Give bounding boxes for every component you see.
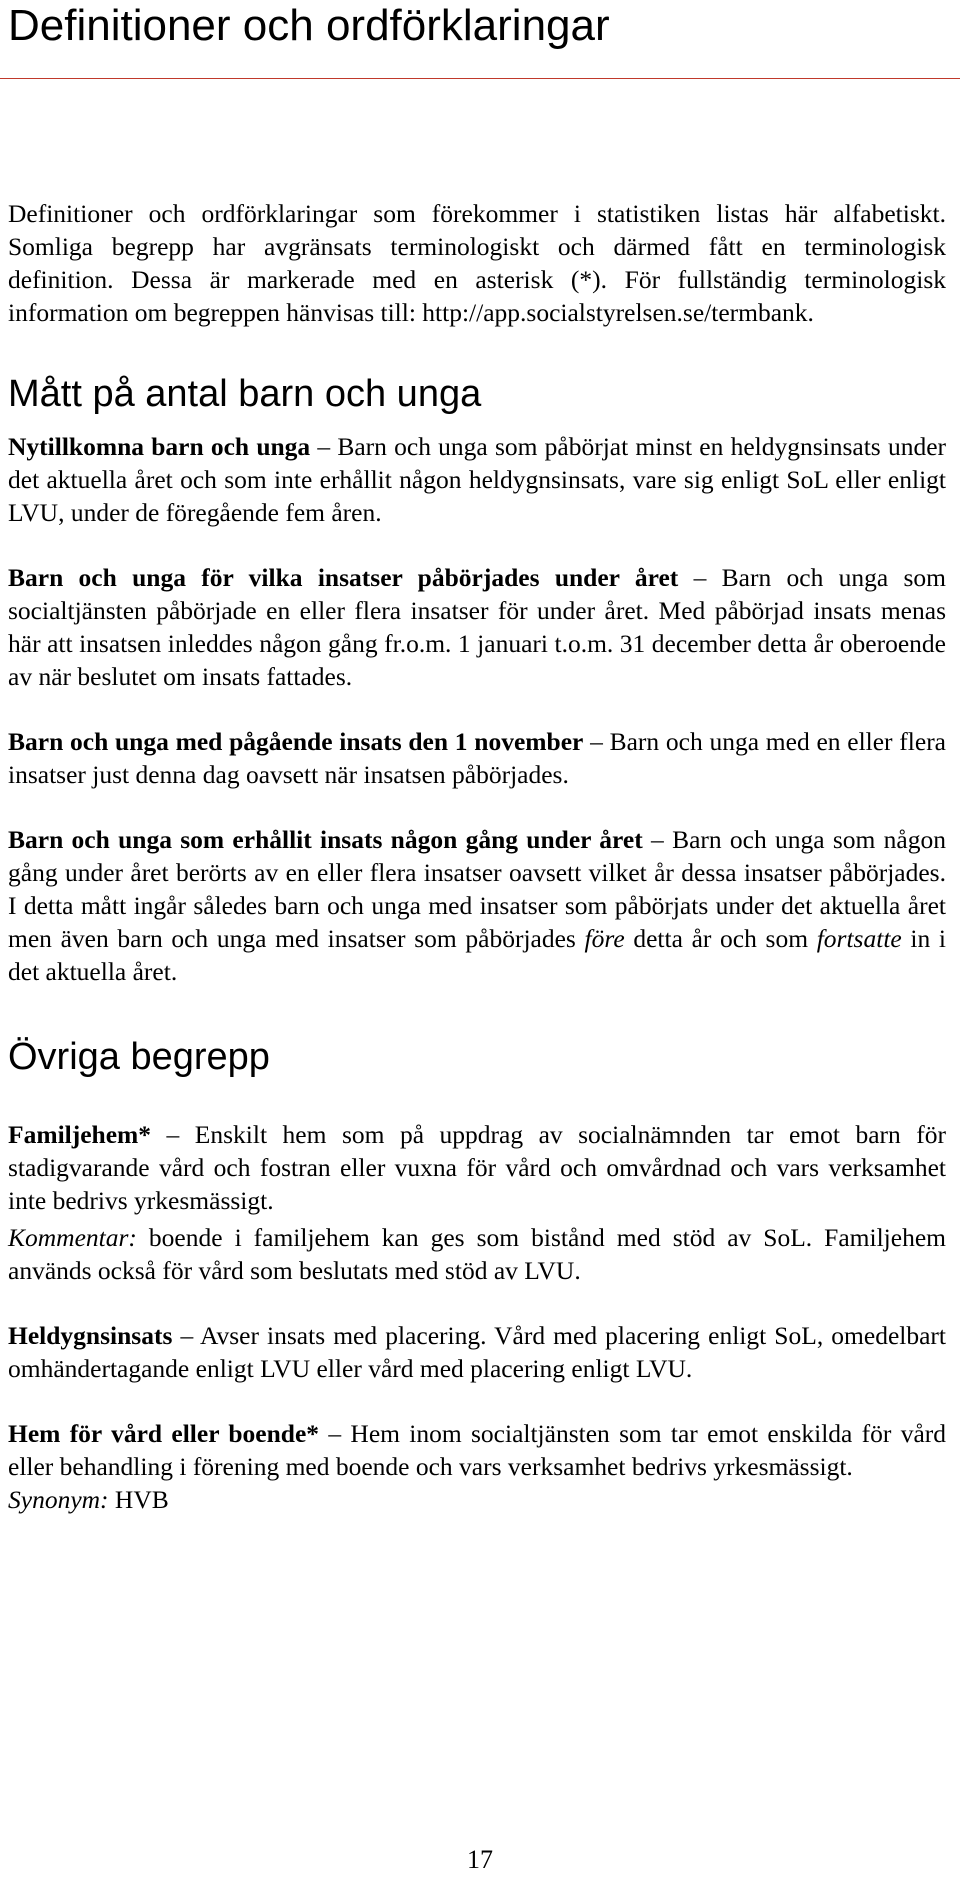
definition-dash: – [642,825,673,854]
definition-dash: – [172,1321,200,1350]
title-divider [0,78,960,79]
definition-term: Nytillkomna barn och unga [8,432,311,461]
definition-term: Barn och unga som erhållit insats någon gång under året [8,825,643,854]
definition-nytillkomna [8,430,946,529]
page-number: 17 [467,1845,493,1874]
definition-familjehem [8,1118,946,1217]
definition-text: detta år och som [624,924,817,953]
definition-term: Heldygnsinsats [8,1321,173,1350]
synonym-hvb [8,1483,946,1516]
comment-label: Kommentar: [8,1223,137,1252]
definition-dash: – [310,432,338,461]
definition-term: Familjehem* [8,1120,152,1149]
definition-text: Hem inom socialtjänsten som tar emot enskilda för vård eller behandling i förening med boende och vars verksamhet bedrivs yrkesmässigt. [8,1419,947,1481]
emphasis-fore: före [584,924,625,953]
section-heading-matt: Mått på antal barn och unga [8,373,482,415]
document-body [8,197,946,1516]
definition-text: Barn och unga som påbörjat minst en heldygnsinsats under det aktuella året och som inte erhållit någon heldygnsinsats, vare sig enligt SoL eller enligt LVU, under de föregående fem åren. [8,432,946,527]
definition-hvb [8,1417,946,1483]
definition-text: Barn och unga som socialtjänsten påbörjade en eller flera insatser för under året. Med påbörjad insats menas här att insatsen inleddes någon gång fr.o.m. 1 januari t.o.m. 31 december detta år oberoende av när beslutet om insats fattades. [8,563,946,691]
definition-text: Avser insats med placering. Vård med placering enligt SoL, omedelbart omhändertagande enligt LVU eller vård med placering enligt LVU. [8,1321,946,1383]
definition-erhallit-insats [8,823,946,988]
definition-dash: – [678,563,722,592]
definition-term: Hem för vård eller boende* [8,1419,320,1448]
definition-dash: – [319,1419,351,1448]
section-heading-ovriga: Övriga begrepp [8,1036,270,1078]
definition-heldygnsinsats [8,1319,946,1385]
synonym-label: Synonym: [8,1485,109,1514]
comment-familjehem [8,1221,946,1287]
definition-text: Enskilt hem som på uppdrag av socialnämnden tar emot barn för stadigvarande vård och fostran eller vuxna för vård och omvårdnad och vars verksamhet inte bedrivs yrkesmässigt. [8,1120,946,1215]
emphasis-fortsatte: fortsatte [816,924,902,953]
page-title: Definitioner och ordförklaringar [8,1,610,50]
synonym-value: HVB [108,1485,169,1514]
definition-pagaende-insats [8,725,946,791]
definition-term: Barn och unga med pågående insats den 1 november [8,727,584,756]
definition-paborjade-insatser [8,561,946,693]
definition-term: Barn och unga för vilka insatser påbörjades under året [8,563,679,592]
comment-text: boende i familjehem kan ges som bistånd med stöd av SoL. Familjehem används också för vård som beslutats med stöd av LVU. [8,1223,946,1285]
definition-text: Barn och unga med en eller flera insatser just denna dag oavsett när insatsen påbörjades. [8,727,947,789]
definition-text: in i det aktuella året. [8,924,946,986]
definition-dash: – [583,727,610,756]
definition-text: Barn och unga som någon gång under året berörts av en eller flera insatser oavsett vilket år dessa insatser påbörjades. I detta mått ingår således barn och unga med insatser som påbörjats under det aktuella året men även barn och unga med insatser som påbörjades [8,825,946,953]
definition-dash: – [151,1120,195,1149]
intro-paragraph: Definitioner och ordförklaringar som förekommer i statistiken listas här alfabetiskt. Somliga begrepp har avgränsats terminologiskt och därmed fått en terminologisk definition. Dessa är markerade med en asterisk (*). För fullständig terminologisk information om begreppen hänvisas till: http://app.socialstyrelsen.se/termbank. [8,199,946,327]
